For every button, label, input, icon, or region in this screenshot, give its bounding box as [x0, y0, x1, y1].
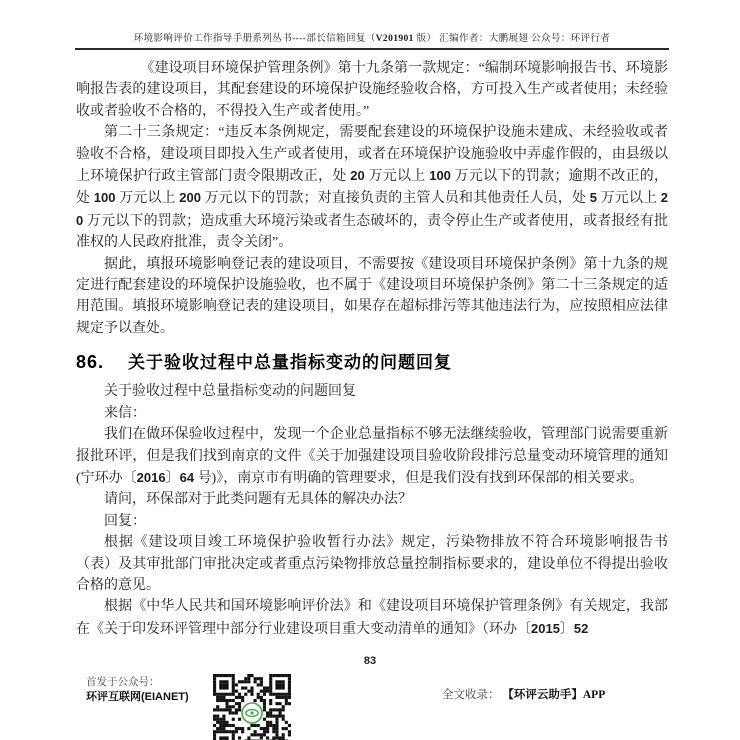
paragraph-conclusion: 据此，填报环境影响登记表的建设项目，不需要按《建设项目环境保护条例》第十九条的规定进行配套建设的环境保护设施验收，也不属于《建设项目环境保护条例》第二十三条规定的适用范围。填报环境影响登记表的建设项目，如果存在超标排污等其他违法行为，应按照相应法律规定予以查处。 — [76, 256, 668, 336]
page-header — [75, 30, 669, 50]
footer-collection-app: 【环评云助手】APP — [502, 689, 606, 701]
qa-reply-body-1: 根据《建设项目竣工环境保护验收暂行办法》规定，污染物排放不符合环境影响报告书（表）及其审批部门审批决定或者重点污染物排放总量控制指标要求的，建设单位不得提出验收合格的意见。 — [76, 535, 668, 593]
section-number: 86. — [76, 352, 105, 373]
page-number: 83 — [363, 655, 377, 667]
footer-collection-prefix: 全文收录： — [442, 689, 500, 701]
qr-code-image — [213, 674, 291, 740]
qa-reply-label: 回复： — [104, 513, 146, 529]
qa-reply-body-2: 根据《中华人民共和国环境影响评价法》和《建设项目环境保护管理条例》有关规定，我部在《关于印发环评管理中部分行业建设项目重大变动清单的通知》（环办〔2015〕52 — [76, 599, 668, 637]
footer-publisher-line2: 环评互联网(EIANET) — [86, 691, 189, 703]
section-title: 关于验收过程中总量指标变动的问题回复 — [128, 353, 453, 373]
footer-publisher-line1: 首发于公众号： — [86, 677, 160, 688]
qa-subtitle: 关于验收过程中总量指标变动的问题回复 — [104, 384, 356, 400]
page-body — [76, 58, 668, 640]
footer-publisher — [86, 676, 189, 704]
paragraph-regulation-19: 《建设项目环境保护管理条例》第十九条第一款规定：“编制环境影响报告书、环境影响报告表的建设项目，其配套建设的环境保护设施经验收合格，方可投入生产或者使用；未经验收或者验收不合格的，不得投入生产或者使用。” — [76, 61, 668, 119]
qa-letter-body: 我们在做环保验收过程中，发现一个企业总量指标不够无法继续验收，管理部门说需要重新报批环评，但是我们找到南京的文件《关于加强建设项目验收阶段排污总量变动环境管理的通知(宁环办〔2016〕64 号)》，南京市有明确的管理要求，但是我们没有找到环保部的相关要求。 — [76, 427, 668, 486]
qa-letter-question: 请问，环保部对于此类问题有无具体的解决办法？ — [104, 492, 412, 508]
qa-letter-label: 来信： — [104, 405, 146, 421]
section-heading — [76, 348, 668, 373]
header-title: 环境影响评价工作指导手册系列丛书----部长信箱回复（V201901 版） 汇编作者：大鹏展翅 公众号：环评行者 — [133, 34, 611, 44]
paragraph-regulation-23: 第二十三条规定：“违反本条例规定，需要配套建设的环境保护设施未建成、未经验收或者验收不合格，建设项目即投入生产或者使用，或者在环境保护设施验收中弄虚作假的，由县级以上环境保护行政主管部门责令限期改正，处 20 万元以上 100 万元以下的罚款；逾期不改正的，处 100 万元以上 200 万元以下的罚款；对直接负责的主管人员和其他责任人员，处 5 万元以上 20 万元以下的罚款；造成重大环境污染或者生态破坏的，责令停止生产或者使用，或者报经有批准权的人民政府批准，责令关闭”。 — [76, 125, 669, 251]
qr-code-icon — [213, 674, 291, 740]
footer-collection — [442, 686, 605, 702]
